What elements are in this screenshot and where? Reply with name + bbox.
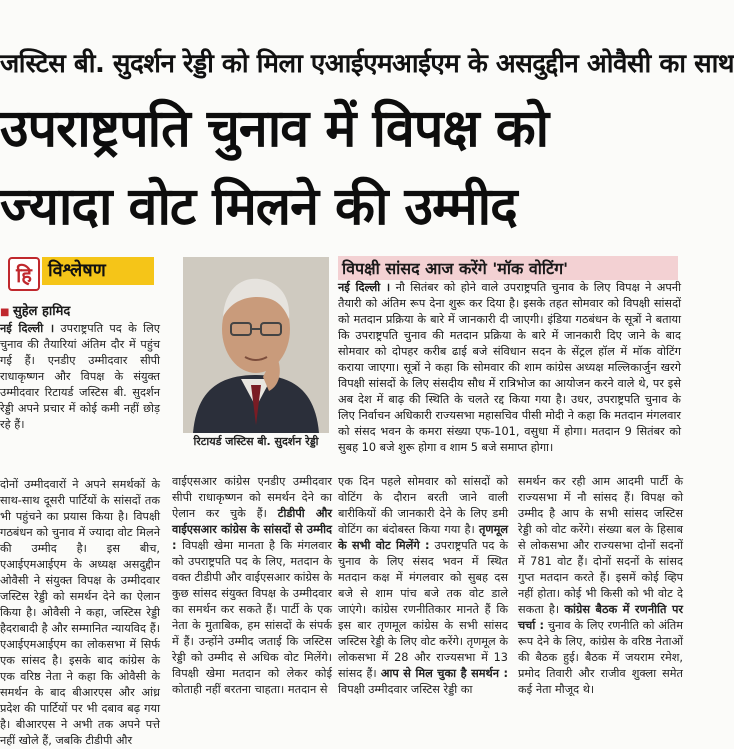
byline: ■ सुहेल हामिद bbox=[0, 301, 70, 319]
portrait-photo bbox=[183, 257, 329, 433]
kicker-headline: जस्टिस बी. सुदर्शन रेड्डी को मिला एआईएमआईएम के असदुद्दीन ओवैसी का साथ bbox=[0, 49, 734, 79]
column-1-intro-text: उपराष्ट्रपति पद के लिए चुनाव की तैयारियां अंतिम दौर में पहुंच गई हैं। एनडीए उम्मीदवार सीपी राधाकृष्णन और विपक्ष के संयुक्त उम्मीदवार रिटायर्ड जस्टिस बी. सुदर्शन रेड्डी अपने प्रचार में कोई कमी नहीं छोड़ रहे हैं। bbox=[0, 322, 160, 431]
column-4-text-2: चुनाव के लिए रणनीति को अंतिम रूप देने के लिए, कांग्रेस के वरिष्ठ नेताओं की बैठक हुई। बैठक में जयराम रमेश, प्रमोद तिवारी और राजीव शुक्ला समेत कई नेता मौजूद थे। bbox=[518, 619, 683, 696]
column-4-text-1: समर्थन कर रही आम आदमी पार्टी के राज्यसभा में नौ सांसद हैं। विपक्ष को उम्मीद है आप के सभी सांसद जस्टिस रेड्डी को वोट करेंगे। संख्या बल के हिसाब से लोकसभा और राज्यसभा दोनों सदनों में 781 वोट हैं। दोनों सदनों के सांसद गुप्त मतदान करते हैं। इसमें कोई व्हिप नहीं होता। कोई भी किसी को भी वोट दे सकता है। bbox=[518, 475, 683, 616]
sidebar-text: नौ सितंबर को होने वाले उपराष्ट्रपति चुनाव के लिए विपक्ष ने अपनी तैयारी को अंतिम रूप देना शुरू कर दिया है। इसके तहत सोमवार को विपक्षी सांसदों को मतदान प्रक्रिया के बारे में जानकारी दी जाएगी। इंडिया गठबंधन के सूत्रों ने बताया कि उपराष्ट्रपति चुनाव की मतदान प्रक्रिया के बारे में जानकारी दिए जाने के बाद सोमवार को दोपहर करीब ढाई बजे संविधान सदन के सेंट्रल हॉल में मॉक वोटिंग कराया जाएगा। सूत्रों ने कहा कि सोमवार की शाम कांग्रेस अध्यक्ष मल्लिकार्जुन खरगे विपक्षी सांसदों के लिए संसदीय सौध में रात्रिभोज का आयोजन करने वाले थे, पर इसे अब देश में बाढ़ की स्थिति के चलते रद्द किया गया है। उधर, उपराष्ट्रपति चुनाव के लिए निर्वाचन अधिकारी राज्यसभा महासचिव पीसी मोदी ने कहा कि मतदान मंगलवार को संसद भवन के कमरा संख्या एफ-101, वसुधा में होगा। मतदान 9 सितंबर को सुबह 10 बजे शुरू होगा व शाम 5 बजे समाप्त होगा। bbox=[338, 281, 682, 454]
main-headline-line-2: ज्यादा वोट मिलने की उम्मीद bbox=[0, 177, 517, 237]
column-3-subhead-1: तृणमूल के सभी वोट मिलेंगे : bbox=[338, 523, 508, 552]
column-2-text-1: वाईएसआर कांग्रेस एनडीए उम्मीदवार सीपी राधाकृष्णन को समर्थन देने का ऐलान कर चुके हैं। bbox=[172, 475, 332, 520]
sidebar-story bbox=[338, 280, 681, 460]
page-top-strip bbox=[0, 0, 685, 24]
column-3 bbox=[338, 474, 508, 721]
hindustan-logo-icon: हि bbox=[8, 257, 40, 291]
column-2 bbox=[172, 474, 332, 721]
photo-caption: रिटायर्ड जस्टिस बी. सुदर्शन रेड्डी bbox=[193, 435, 319, 448]
column-1-body: दोनों उम्मीदवारों ने अपने समर्थकों के साथ-साथ दूसरी पार्टियों के सांसदों तक भी पहुंचने का प्रयास किया है। विपक्षी गठबंधन को चुनाव में ज्यादा वोट मिलने की उम्मीद है। इस बीच, एआईएमआईएम के अध्यक्ष असदुद्दीन ओवैसी ने संयुक्त विपक्ष के उम्मीदवार जस्टिस रेड्डी को समर्थन देने का ऐलान किया है। ओवैसी ने कहा, जस्टिस रेड्डी हैदराबादी है और सम्मानित न्यायविद हैं। एआईएमआईएम का लोकसभा में सिर्फ एक सांसद है। इसके बाद कांग्रेस के एक वरिष्ठ नेता ने कहा कि ओवैसी के समर्थन के बाद बीआरएस और आंध्र प्रदेश की पार्टियों पर भी दबाव बढ़ गया है। बीआरएस ने अभी तक अपने पत्ते नहीं खोले हैं, जबकि टीडीपी और bbox=[0, 478, 160, 747]
sidebar-dateline: नई दिल्ली । bbox=[338, 281, 391, 294]
column-2-text-2: विपक्षी खेमा मानता है कि मंगलवार को उपराष्ट्रपति पद के लिए, मतदान के वक्त टीडीपी और वाईएसआर कांग्रेस के कुछ सांसद संयुक्त विपक्ष के उम्मीदवार का समर्थन कर सकते हैं। पार्टी के एक नेता के मुताबिक, हम सांसदों के संपर्क में हैं। उन्होंने उम्मीद जताई कि जस्टिस रेड्डी को उम्मीद से अधिक वोट मिलेंगे। bbox=[172, 539, 333, 664]
column-3-text-3: विपक्षी उम्मीदवार जस्टिस रेड्डी का bbox=[338, 683, 473, 696]
column-4 bbox=[518, 474, 683, 721]
analysis-label: विश्लेषण bbox=[42, 257, 154, 285]
main-headline-line-1: उपराष्ट्रपति चुनाव में विपक्ष को bbox=[0, 99, 549, 159]
column-3-text-2: उपराष्ट्रपति पद के चुनाव के लिए संसद भवन में स्थित मतदान कक्ष में मंगलवार को सुबह दस बजे से शाम पांच बजे तक वोट डाले जाएंगे। कांग्रेस रणनीतिकार मानते हैं कि इस बार तृणमूल कांग्रेस के सभी सांसद जस्टिस रेड्डी के लिए वोट करेंगे। तृणमूल के लोकसभा में 28 और राज्यसभा में 13 सांसद हैं। bbox=[338, 539, 509, 680]
portrait-illustration bbox=[183, 257, 329, 433]
column-3-text-1: एक दिन पहले सोमवार को सांसदों को वोटिंग के दौरान बरती जाने वाली बारीकियों की जानकारी देने के लिए डमी वोटिंग का बंदोबस्त किया गया है। bbox=[338, 475, 508, 536]
sidebar-headline: विपक्षी सांसद आज करेंगे 'मॉक वोटिंग' bbox=[338, 256, 678, 280]
column-3-subhead-2: आप से मिल चुका है समर्थन : bbox=[380, 667, 508, 680]
analysis-tag bbox=[0, 255, 157, 289]
column-2-subhead: टीडीपी और वाईएसआर कांग्रेस के सांसदों से उम्मीद : bbox=[172, 507, 333, 552]
column-1-intro bbox=[0, 321, 160, 471]
column-2-text-3: विपक्षी खेमा मतदान को लेकर कोई कोताही नहीं बरतना चाहता। मतदान से bbox=[172, 667, 332, 696]
column-4-subhead: कांग्रेस बैठक में रणनीति पर चर्चा : bbox=[518, 603, 683, 632]
dateline: नई दिल्ली । bbox=[0, 322, 55, 335]
